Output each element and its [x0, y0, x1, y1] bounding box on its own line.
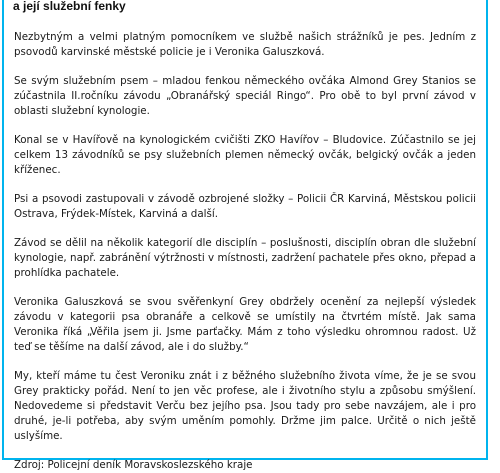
article-title: a její služební fenky	[13, 0, 126, 13]
article-paragraph: Závod se dělil na několik kategorií dle disciplín – poslušnosti, disciplín obran dle služební kynologie, např. zabránění výtržnosti v místnosti, zadržení pachatele přes okno, přepad a prohlídka pachatele.	[14, 237, 476, 279]
article-frame	[2, 0, 488, 471]
article-paragraph: Nezbytným a velmi platným pomocníkem ve službě našich strážníků je pes. Jedním z psovodů karvinské městské policie je i Veronika Galuszková.	[14, 31, 476, 58]
article-body	[14, 30, 476, 473]
article-paragraph: Veronika Galuszková se svou svěřenkyní Grey obdržely ocenění za nejlepší výsledek závodu v kategorii psa obranáře a celkově se umístily na čtvrtém místě. Jak sama Veronika říká „Věřila jsem ji. Jsme parťačky. Mám z toho výsledku ohromnou radost. Už teď se těšíme na další závod, ale i do služby.“	[14, 296, 476, 353]
article-paragraph: My, kteří máme tu čest Veroniku znát i z běžného služebního života víme, že je se svou Grey prakticky pořád. Není to jen věc profese, ale i životního stylu a způsobu smýšlení. Nedovedeme si představit Verču bez jejího psa. Jsou tady pro sebe navzájem, ale i pro druhé, je-li potřeba, aby svým uměním pomohly. Držme jim palce. Určitě o nich ještě uslyšíme.	[14, 370, 476, 442]
article-source: Zdroj: Policejní deník Moravskoslezského kraje	[14, 459, 253, 471]
article-paragraph: Psi a psovodi zastupovali v závodě ozbrojené složky – Policii ČR Karviná, Městskou policii Ostrava, Frýdek-Místek, Karviná a další.	[14, 193, 476, 220]
article-paragraph: Konal se v Havířově na kynologickém cvičišti ZKO Havířov – Bludovice. Zúčastnilo se jej celkem 13 závodníků se psy služebních plemen německý ovčák, belgický ovčák a jeden kříženec.	[14, 134, 476, 176]
article-paragraph: Se svým služebním psem – mladou fenkou německého ovčáka Almond Grey Stanios se zúčastnila II.ročníku závodu „Obranářský speciál Ringo“. Pro obě to byl první závod v oblasti služební kynologie.	[14, 75, 476, 117]
